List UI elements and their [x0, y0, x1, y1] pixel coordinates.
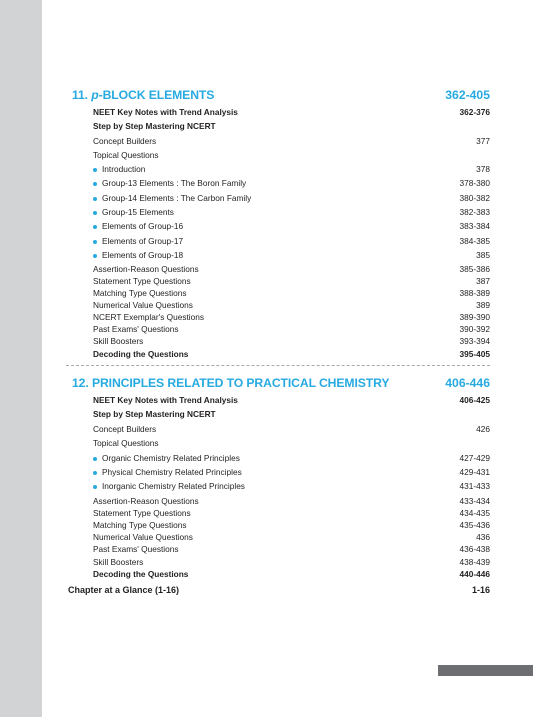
- entry-label: NCERT Exemplar's Questions: [93, 312, 205, 322]
- entry-label: Past Exams' Questions: [93, 544, 179, 554]
- toc-entry[interactable]: [93, 438, 490, 449]
- toc-entry[interactable]: [93, 349, 490, 360]
- entry-pages: 440-446: [459, 569, 490, 579]
- toc-entry[interactable]: [93, 395, 490, 406]
- bullet-icon: [93, 197, 97, 201]
- toc-entry[interactable]: [93, 150, 490, 161]
- toc-entry[interactable]: [93, 508, 490, 519]
- toc-entry[interactable]: [93, 496, 490, 507]
- glance-label: Chapter at a Glance (1-16): [68, 585, 180, 595]
- entry-label: Step by Step Mastering NCERT: [93, 121, 216, 131]
- entry-pages: 429-431: [459, 467, 490, 477]
- chapter-title: 11. p-BLOCK ELEMENTS: [72, 88, 215, 102]
- entry-pages: 436-438: [459, 544, 490, 554]
- toc-entry[interactable]: [93, 288, 490, 299]
- entry-pages: 435-436: [459, 520, 490, 530]
- bullet-icon: [93, 225, 97, 229]
- toc-subentry[interactable]: [93, 207, 490, 218]
- entry-label: Statement Type Questions: [93, 276, 191, 286]
- entry-pages: 382-383: [459, 207, 490, 217]
- toc-subentry[interactable]: [93, 164, 490, 175]
- entry-pages: 434-435: [459, 508, 490, 518]
- entry-label: Past Exams' Questions: [93, 324, 179, 334]
- entry-pages: 380-382: [459, 193, 490, 203]
- entry-pages: 431-433: [459, 481, 490, 491]
- entry-pages: 406-425: [459, 395, 490, 405]
- entry-label: Concept Builders: [93, 424, 157, 434]
- entry-label: Step by Step Mastering NCERT: [93, 409, 216, 419]
- entry-label: Statement Type Questions: [93, 508, 191, 518]
- bullet-icon: [93, 471, 97, 475]
- entry-label: Decoding the Questions: [93, 349, 189, 359]
- toc-entry[interactable]: [93, 424, 490, 435]
- entry-label: Skill Boosters: [93, 336, 144, 346]
- toc-subentry[interactable]: [93, 221, 490, 232]
- entry-label: Assertion-Reason Questions: [93, 496, 199, 506]
- entry-pages: 438-439: [459, 557, 490, 567]
- entry-label: Inorganic Chemistry Related Principles: [102, 481, 245, 491]
- toc-entry[interactable]: [93, 324, 490, 335]
- chapter-heading[interactable]: [72, 88, 490, 104]
- toc-subentry[interactable]: [93, 178, 490, 189]
- entry-pages: 385: [476, 250, 490, 260]
- entry-pages: 388-389: [459, 288, 490, 298]
- entry-label: Physical Chemistry Related Principles: [102, 467, 242, 477]
- toc-subentry[interactable]: [93, 236, 490, 247]
- entry-pages: 387: [476, 276, 490, 286]
- toc-subentry[interactable]: [93, 467, 490, 478]
- entry-label: Matching Type Questions: [93, 520, 187, 530]
- toc-entry[interactable]: [93, 336, 490, 347]
- entry-pages: 383-384: [459, 221, 490, 231]
- toc-subentry[interactable]: [93, 481, 490, 492]
- entry-pages: 393-394: [459, 336, 490, 346]
- toc-entry[interactable]: [93, 300, 490, 311]
- toc-entry[interactable]: [93, 136, 490, 147]
- entry-pages: 389: [476, 300, 490, 310]
- toc-entry[interactable]: [93, 532, 490, 543]
- entry-pages: 436: [476, 532, 490, 542]
- toc-subentry[interactable]: [93, 193, 490, 204]
- toc-entry[interactable]: [93, 264, 490, 275]
- bullet-icon: [93, 485, 97, 489]
- entry-label: Numerical Value Questions: [93, 300, 193, 310]
- entry-label: Topical Questions: [93, 150, 159, 160]
- entry-label: Elements of Group-18: [102, 250, 184, 260]
- chapter-at-a-glance[interactable]: [68, 584, 490, 596]
- entry-label: Group-15 Elements: [102, 207, 174, 217]
- toc-entry[interactable]: [93, 107, 490, 118]
- toc-entry[interactable]: [93, 544, 490, 555]
- entry-label: Numerical Value Questions: [93, 532, 193, 542]
- chapter-page-range: 362-405: [445, 88, 490, 102]
- entry-label: NEET Key Notes with Trend Analysis: [93, 107, 238, 117]
- toc-entry[interactable]: [93, 520, 490, 531]
- entry-label: Group-13 Elements : The Boron Family: [102, 178, 247, 188]
- bullet-icon: [93, 240, 97, 244]
- entry-label: Concept Builders: [93, 136, 157, 146]
- entry-label: Skill Boosters: [93, 557, 144, 567]
- entry-label: Decoding the Questions: [93, 569, 189, 579]
- bullet-icon: [93, 254, 97, 258]
- entry-pages: 384-385: [459, 236, 490, 246]
- entry-label: Assertion-Reason Questions: [93, 264, 199, 274]
- toc-entry[interactable]: [93, 569, 490, 580]
- section-divider: [66, 365, 490, 366]
- entry-label: Introduction: [102, 164, 146, 174]
- bullet-icon: [93, 168, 97, 172]
- glance-pages: 1-16: [471, 585, 490, 595]
- entry-label: Topical Questions: [93, 438, 159, 448]
- entry-label: Group-14 Elements : The Carbon Family: [102, 193, 252, 203]
- entry-label: NEET Key Notes with Trend Analysis: [93, 395, 238, 405]
- entry-label: Elements of Group-16: [102, 221, 184, 231]
- chapter-heading[interactable]: [72, 376, 490, 392]
- toc-entry[interactable]: [93, 312, 490, 323]
- entry-pages: 426: [476, 424, 490, 434]
- toc-entry[interactable]: [93, 557, 490, 568]
- footer-bar: [438, 665, 533, 676]
- toc-entry[interactable]: [93, 409, 490, 420]
- toc-entry[interactable]: [93, 276, 490, 287]
- bullet-icon: [93, 457, 97, 461]
- entry-pages: 389-390: [459, 312, 490, 322]
- entry-pages: 378: [476, 164, 490, 174]
- entry-pages: 385-386: [459, 264, 490, 274]
- bullet-icon: [93, 182, 97, 186]
- entry-pages: 427-429: [459, 453, 490, 463]
- entry-pages: 377: [476, 136, 490, 146]
- chapter-title: 12. PRINCIPLES RELATED TO PRACTICAL CHEMISTRY: [72, 376, 390, 390]
- toc-entry[interactable]: [93, 121, 490, 132]
- entry-label: Elements of Group-17: [102, 236, 184, 246]
- chapter-page-range: 406-446: [445, 376, 490, 390]
- toc-subentry[interactable]: [93, 453, 490, 464]
- toc-subentry[interactable]: [93, 250, 490, 261]
- entry-pages: 433-434: [459, 496, 490, 506]
- entry-label: Organic Chemistry Related Principles: [102, 453, 240, 463]
- bullet-icon: [93, 211, 97, 215]
- entry-pages: 390-392: [459, 324, 490, 334]
- entry-pages: 362-376: [459, 107, 490, 117]
- entry-label: Matching Type Questions: [93, 288, 187, 298]
- entry-pages: 395-405: [459, 349, 490, 359]
- entry-pages: 378-380: [459, 178, 490, 188]
